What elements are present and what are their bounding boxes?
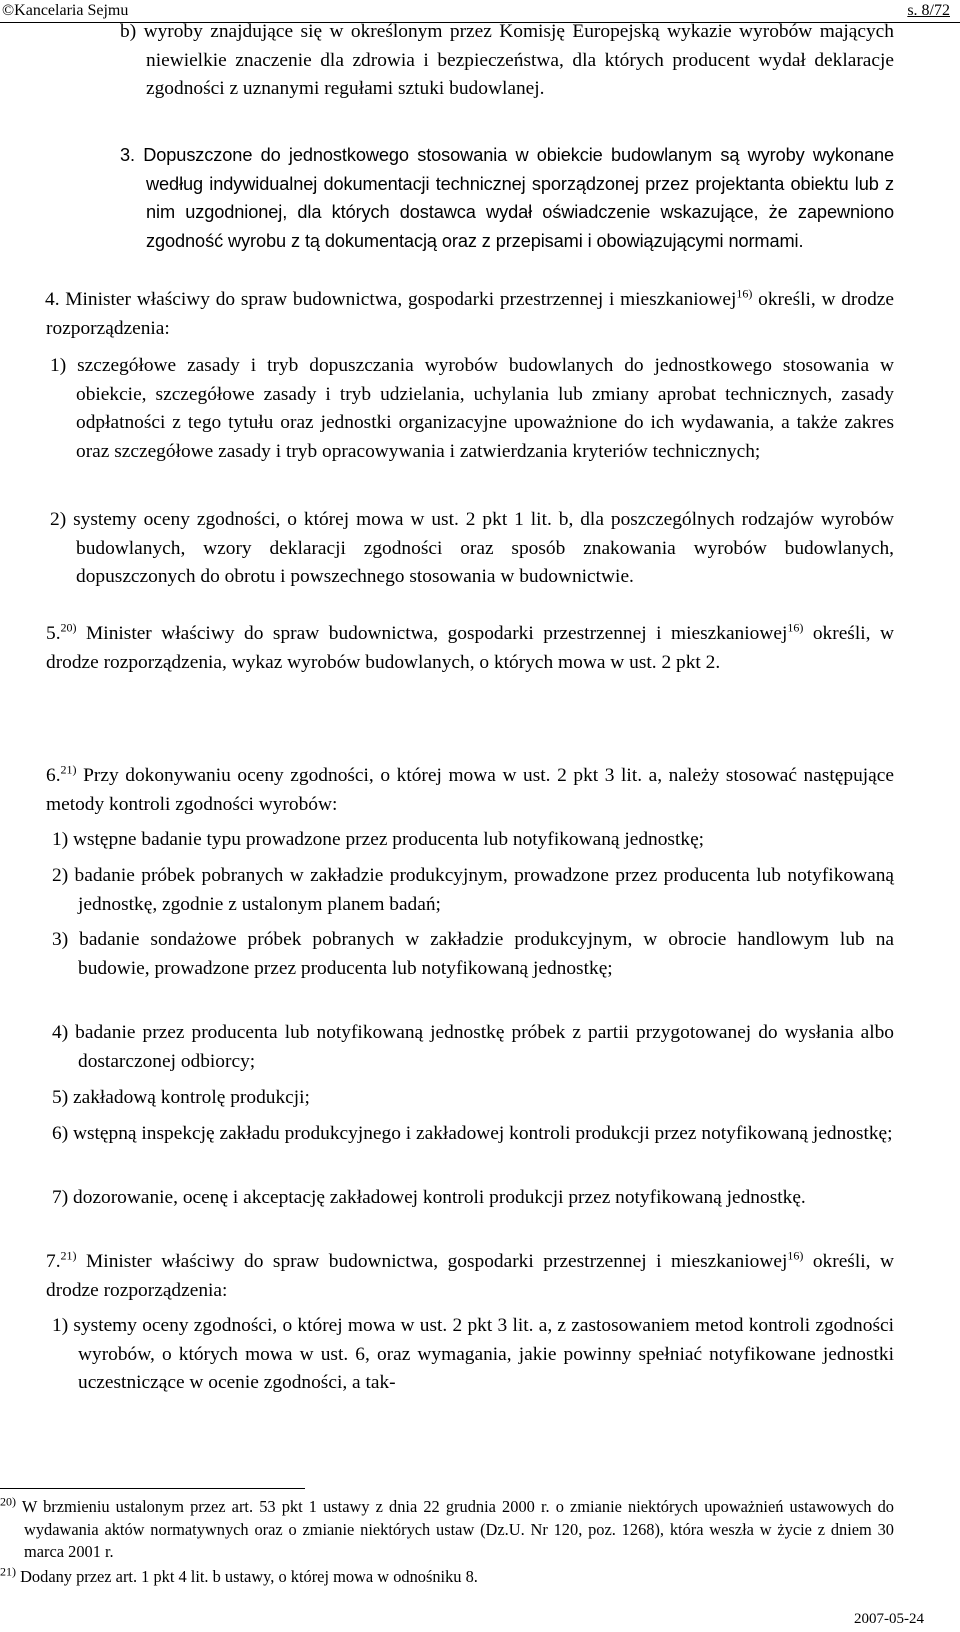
paragraph-7-number: 7. — [46, 1251, 61, 1272]
list-item: 6) wstępną inspekcję zakładu produkcyjnego i zakładowej kontroli produkcji przez notyfikowaną jednostkę; — [52, 1123, 893, 1144]
footnote-text: Dodany przez art. 1 pkt 4 lit. b ustawy, o której mowa w odnośniku 8. — [16, 1567, 478, 1586]
paragraph-5 — [0, 620, 894, 677]
paragraph-3: 3. Dopuszczone do jednostkowego stosowania w obiekcie budowlanym są wyroby wykonane według indywidualnej dokumentacji technicznej sporządzonej przez projektanta obiektu lub z nim uzgodnionej, dla których dostawca wydał oświadczenie wskazujące, że zapewniono zgodność wyrobu z tą dokumentacją oraz z przepisami i obowiązującymi normami. — [120, 145, 894, 251]
list-item: 1) systemy oceny zgodności, o której mowa w ust. 2 pkt 3 lit. a, z zastosowaniem metod kontroli zgodności wyrobów, o których mowa w ust. 6, oraz wymagania, jakie powinny spełniać notyfikowane jednostki uczestniczące w ocenie zgodności, a tak- — [52, 1315, 894, 1393]
paragraph-4-text: 4. Minister właściwy do spraw budownictwa, gospodarki przestrzennej i mieszkaniowej — [45, 289, 737, 310]
list-item: 2) systemy oceny zgodności, o której mowa w ust. 2 pkt 1 lit. b, dla poszczególnych rodzajów wyrobów budowlanych, wzory deklaracji zgodności oraz sposób znakowania wyrobów budowlanych, dopuszczonych do obrotu i powszechnego stosowania w budownictwie. — [50, 509, 894, 587]
footnote-ref-16: 16) — [736, 286, 753, 301]
list-item: 4) badanie przez producenta lub notyfikowaną jednostkę próbek z partii przygotowanej do wysłania albo dostarczonej odbiorcy; — [52, 1022, 894, 1072]
footnote-ref-16: 16) — [787, 620, 804, 635]
list-item: 5) zakładową kontrolę produkcji; — [52, 1087, 310, 1108]
paragraph-5-text: Minister właściwy do spraw budownictwa, gospodarki przestrzennej i mieszkaniowej — [76, 623, 788, 644]
footer-date: 2007-05-24 — [854, 1611, 924, 1627]
footnote-ref-21: 21) — [60, 1248, 77, 1263]
footnote-text: W brzmieniu ustalonym przez art. 53 pkt 1 ustawy z dnia 22 grudnia 2000 r. o zmianie niektórych upoważnień ustawowych do wydawania aktów normatywnych oraz o zmianie niektórych ustaw (Dz.U. Nr 120, poz. 1268), która weszła w życie z dniem 30 marca 2001 r. — [16, 1497, 894, 1561]
footnote-mark: 20) — [0, 1494, 16, 1509]
paragraph-6-number: 6. — [46, 765, 61, 786]
header-page-number: s. 8/72 — [907, 2, 950, 19]
paragraph-5-number: 5. — [46, 623, 61, 644]
header-source: ©Kancelaria Sejmu — [2, 2, 129, 19]
paragraph-4 — [0, 286, 894, 343]
footnote-mark: 21) — [0, 1564, 16, 1579]
footnote-ref-21: 21) — [60, 762, 77, 777]
paragraph-2b: b) wyroby znajdujące się w określonym przez Komisję Europejską wykazie wyrobów mających niewielkie znaczenie dla zdrowia i bezpieczeństwa, dla których producent wydał deklaracje zgodności z uznanymi regułami sztuki budowlanej. — [120, 21, 894, 99]
list-item: 1) wstępne badanie typu prowadzone przez producenta lub notyfikowaną jednostkę; — [52, 829, 705, 850]
footnote-ref-16: 16) — [787, 1248, 804, 1263]
footnote-ref-20: 20) — [60, 620, 77, 635]
list-item: 1) szczegółowe zasady i tryb dopuszczania wyrobów budowlanych do jednostkowego stosowania w obiekcie, szczegółowe zasady i tryb udzielania, uchylania lub zmiany aprobat technicznych, zasady odpłatności z tego tytułu oraz jednostki organizacyjne upoważnione do ich wydawania, a także zakres oraz szczegółowe zasady i tryb opracowywania i zatwierdzania kryteriów technicznych; — [50, 355, 894, 462]
paragraph-5-text-end: określi, w drodze rozporządzenia, wykaz wyrobów budowlanych, o których mowa w ust. 2 pkt 2. — [46, 623, 894, 673]
list-item: 7) dozorowanie, ocenę i akceptację zakładowej kontroli produkcji przez notyfikowaną jednostkę. — [52, 1187, 806, 1208]
list-item: 2) badanie próbek pobranych w zakładzie produkcyjnym, prowadzone przez producenta lub notyfikowaną jednostkę, zgodnie z ustalonym planem badań; — [52, 865, 894, 915]
paragraph-6-text: Przy dokonywaniu oceny zgodności, o której mowa w ust. 2 pkt 3 lit. a, należy stosować następujące metody kontroli zgodności wyrobów: — [46, 765, 894, 815]
footnote-21 — [0, 1566, 894, 1589]
paragraph-4-text-end: określi, w drodze rozporządzenia: — [46, 289, 894, 339]
paragraph-6 — [0, 762, 894, 819]
paragraph-7-text: Minister właściwy do spraw budownictwa, gospodarki przestrzennej i mieszkaniowej — [76, 1251, 788, 1272]
footnote-20 — [0, 1496, 894, 1564]
paragraph-7 — [0, 1248, 894, 1305]
list-item: 3) badanie sondażowe próbek pobranych w zakładzie produkcyjnym, w obrocie handlowym lub na budowie, prowadzone przez producenta lub notyfikowaną jednostkę; — [52, 929, 894, 979]
footnote-divider — [0, 1488, 305, 1489]
paragraph-7-text-end: określi, w drodze rozporządzenia: — [46, 1251, 894, 1301]
